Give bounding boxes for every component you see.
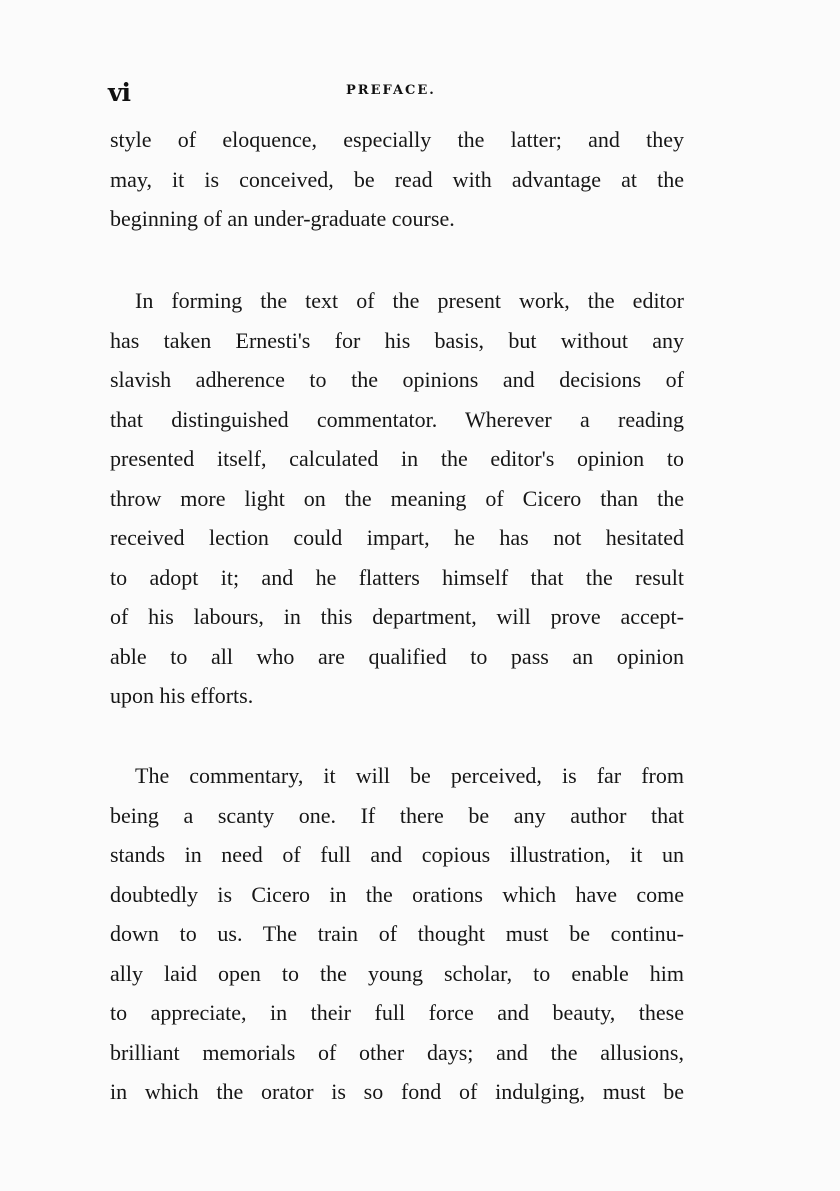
text-line: ally laid open to the young scholar, to enable him: [110, 960, 684, 986]
paragraph-1: [110, 120, 684, 239]
text-line: has taken Ernesti's for his basis, but without any: [110, 327, 684, 353]
text-line: brilliant memorials of other days; and the allusions,: [110, 1039, 684, 1065]
text-line: to adopt it; and he flatters himself that the result: [110, 564, 684, 590]
text-line: that distinguished commentator. Wherever a reading: [110, 406, 684, 432]
paragraph-2: [110, 281, 684, 716]
page-header: [108, 78, 698, 108]
text-line: beginning of an under-graduate course.: [110, 206, 455, 231]
text-line: may, it is conceived, be read with advantage at the: [110, 166, 684, 192]
text-line: to appreciate, in their full force and beauty, these: [110, 1000, 684, 1025]
text-line: slavish adherence to the opinions and decisions of: [110, 367, 684, 392]
text-line: In forming the text of the present work, the editor: [135, 288, 684, 313]
text-line: throw more light on the meaning of Cicero than the: [110, 485, 684, 511]
text-line: upon his efforts.: [110, 683, 254, 708]
text-line: in which the orator is so fond of indulging, must be: [110, 1079, 684, 1104]
text-line: received lection could impart, he has not hesitated: [110, 525, 684, 550]
text-line: style of eloquence, especially the latter; and they: [110, 127, 684, 152]
text-line: able to all who are qualified to pass an opinion: [110, 643, 684, 669]
text-line: doubtedly is Cicero in the orations which have come: [110, 881, 684, 907]
text-line: presented itself, calculated in the editor's opinion to: [110, 446, 684, 471]
page-number: vi: [108, 78, 131, 107]
paragraph-3: [110, 756, 684, 1112]
text-line: of his labours, in this department, will prove accept-: [110, 604, 684, 629]
text-line: The commentary, it will be perceived, is far from: [135, 763, 684, 788]
text-line: stands in need of full and copious illustration, it un: [110, 842, 684, 867]
text-line: being a scanty one. If there be any author that: [110, 802, 684, 828]
text-line: down to us. The train of thought must be continu-: [110, 921, 684, 946]
running-head: PREFACE.: [346, 83, 436, 98]
